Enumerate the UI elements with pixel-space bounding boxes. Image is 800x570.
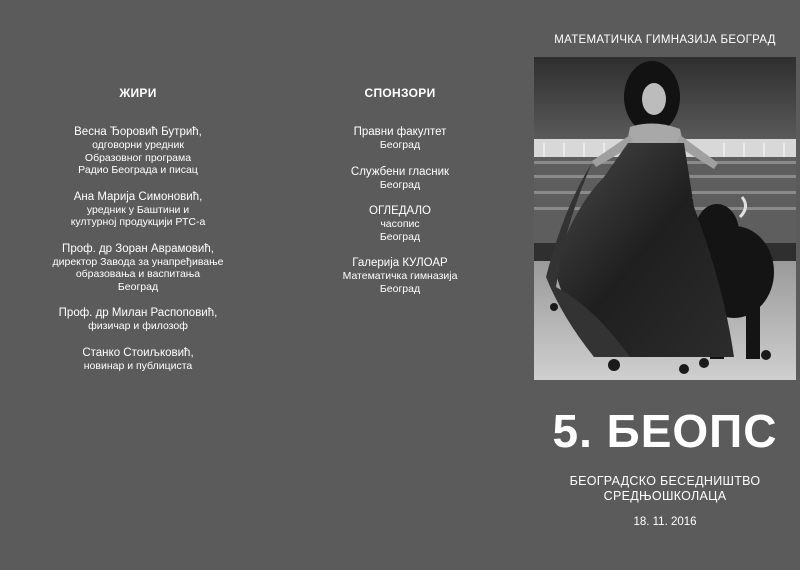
jury-member (38, 126, 238, 177)
jury-member-role: новинар и публициста (83, 359, 193, 372)
sponsor-detail: Београд (379, 230, 421, 243)
sponsor-detail: Београд (379, 282, 421, 295)
sponsor (300, 166, 500, 192)
jury-member (38, 191, 238, 229)
jury-member-role: образовања и васпитања (75, 268, 201, 280)
event-subtitle-line: БЕОГРАДСКО БЕСЕДНИШТВО (569, 474, 761, 488)
event-title: 5. БЕОПС (552, 405, 778, 457)
jury-member-name: Станко Стоиљковић, (82, 346, 194, 359)
sponsors-heading: СПОНЗОРИ (364, 86, 436, 100)
jury-member-role: директор Завода за унапређивање (52, 255, 224, 268)
jury-member-role: Радио Београда и писац (78, 164, 198, 176)
jury-member (38, 307, 238, 333)
jury-member (38, 347, 238, 373)
jury-member-role: културној продукцији РТС-а (70, 216, 206, 228)
sponsor (300, 205, 500, 243)
sponsors-list (300, 126, 500, 309)
jury-member-role: Образовног програма (84, 151, 192, 164)
cover-photo-illustration (534, 57, 796, 380)
jury-member-role: одговорни уредник (92, 139, 184, 151)
jury-member-name: Ана Марија Симоновић, (73, 190, 203, 203)
event-subtitle-line: СРЕДЊОШКОЛАЦА (603, 489, 727, 503)
sponsor-name: Правни факултет (353, 126, 447, 138)
sponsor-name: Службени гласник (350, 165, 450, 178)
sponsor (300, 126, 500, 152)
sponsor-detail: Београд (379, 139, 421, 151)
jury-list (38, 126, 238, 386)
jury-heading: ЖИРИ (119, 86, 157, 100)
cover-photo (534, 57, 796, 380)
school-name: МАТЕМАТИЧКА ГИМНАЗИЈА БЕОГРАД (554, 34, 776, 46)
event-date: 18. 11. 2016 (633, 516, 697, 528)
sponsor-name: Галерија КУЛОАР (352, 257, 448, 269)
jury-member-name: Проф. др Зоран Аврамовић, (62, 242, 214, 255)
sponsor-name: ОГЛЕДАЛО (369, 205, 431, 217)
sponsor-detail: Београд (379, 178, 421, 191)
jury-member-role: уредник у Баштини и (86, 203, 190, 216)
jury-member-name: Проф. др Милан Распоповић, (58, 307, 218, 319)
jury-member-role: Београд (117, 280, 159, 293)
sponsor (300, 257, 500, 295)
jury-member-name: Весна Ђоровић Бутрић, (74, 126, 202, 138)
sponsor-detail: Математичка гимназија (342, 270, 458, 282)
jury-member (38, 243, 238, 294)
event-subtitle (534, 474, 796, 504)
sponsor-detail: часопис (380, 218, 420, 230)
jury-member-role: физичар и филозоф (88, 320, 188, 332)
